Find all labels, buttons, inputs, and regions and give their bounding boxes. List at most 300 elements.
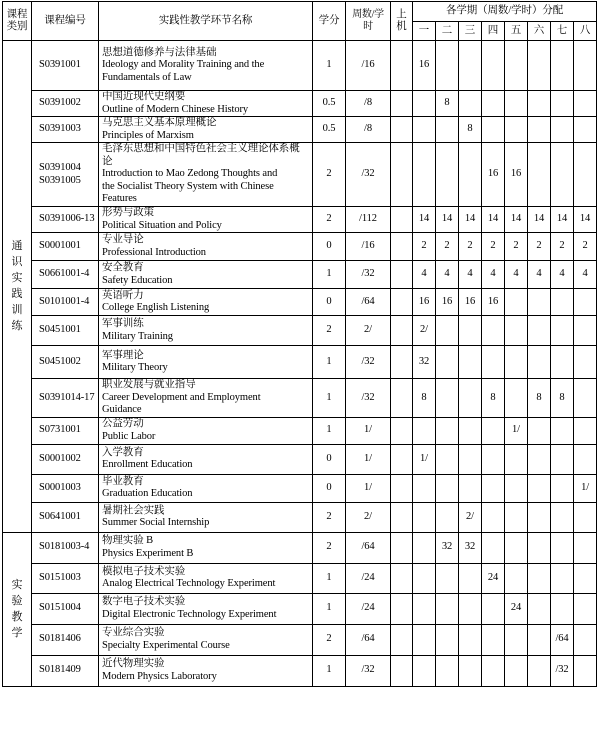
semester-cell-8: [574, 41, 597, 91]
course-credit: 0.5: [313, 117, 346, 143]
semester-cell-2: [436, 41, 459, 91]
course-code: S0181003-4: [32, 532, 99, 563]
semester-cell-3: 2: [459, 233, 482, 261]
course-name-en: the Socialist Theory System with Chinese: [102, 180, 274, 192]
semester-cell-8: [574, 316, 597, 346]
course-name-en: Analog Electrical Technology Experiment: [102, 578, 276, 589]
semester-cell-5: 1/: [505, 417, 528, 444]
semester-cell-7: 8: [551, 379, 574, 418]
course-name-cn: 公益劳动: [102, 418, 144, 429]
course-name: [99, 41, 313, 91]
course-credit: 2: [313, 532, 346, 563]
semester-cell-3: 8: [459, 117, 482, 143]
semester-cell-7: [551, 346, 574, 379]
course-name-en: Enrollment Education: [102, 459, 193, 470]
course-name-cn: 专业导论: [102, 234, 144, 245]
semester-cell-3: 14: [459, 207, 482, 233]
semester-cell-1: 4: [413, 261, 436, 289]
semester-cell-5: 14: [505, 207, 528, 233]
semester-cell-2: 16: [436, 289, 459, 316]
course-weeks-hours: /16: [346, 41, 391, 91]
table-row: [3, 563, 597, 593]
course-computer: [391, 233, 413, 261]
header-code: 课程编号: [32, 2, 99, 41]
semester-cell-6: [528, 444, 551, 474]
semester-cell-7: [551, 563, 574, 593]
semester-cell-4: [482, 117, 505, 143]
course-computer: [391, 417, 413, 444]
semester-cell-4: [482, 502, 505, 532]
semester-cell-6: 14: [528, 207, 551, 233]
course-name-en: College English Listening: [102, 302, 210, 313]
semester-cell-7: [551, 143, 574, 207]
semester-cell-2: [436, 143, 459, 207]
course-code: S0661001-4: [32, 261, 99, 289]
table-row: [3, 261, 597, 289]
semester-cell-1: [413, 532, 436, 563]
semester-cell-1: [413, 143, 436, 207]
semester-cell-4: 24: [482, 563, 505, 593]
course-weeks-hours: /24: [346, 593, 391, 624]
semester-cell-6: [528, 289, 551, 316]
course-code: S0391006-13: [32, 207, 99, 233]
semester-cell-5: 4: [505, 261, 528, 289]
course-name: [99, 117, 313, 143]
course-name: [99, 532, 313, 563]
table-row: [3, 417, 597, 444]
course-name-cn: 职业发展与就业指导: [102, 379, 196, 390]
semester-cell-2: [436, 444, 459, 474]
table-row: [3, 117, 597, 143]
course-name: [99, 593, 313, 624]
semester-cell-3: [459, 91, 482, 117]
semester-cell-8: [574, 379, 597, 418]
course-code: S0391014-17: [32, 379, 99, 418]
semester-cell-3: 2/: [459, 502, 482, 532]
semester-cell-7: [551, 532, 574, 563]
semester-cell-8: [574, 502, 597, 532]
semester-cell-4: [482, 444, 505, 474]
course-name-cn: 马克思主义基本原理概论: [102, 117, 217, 128]
course-credit: 1: [313, 593, 346, 624]
semester-cell-1: [413, 502, 436, 532]
semester-cell-4: [482, 474, 505, 502]
semester-cell-8: [574, 417, 597, 444]
table-row: [3, 474, 597, 502]
course-code: S0391001: [32, 41, 99, 91]
semester-cell-1: [413, 117, 436, 143]
semester-cell-5: [505, 346, 528, 379]
course-name-en: Safety Education: [102, 274, 173, 286]
semester-cell-6: [528, 143, 551, 207]
semester-cell-5: [505, 41, 528, 91]
semester-cell-6: [528, 563, 551, 593]
semester-cell-5: [505, 444, 528, 474]
semester-cell-1: [413, 474, 436, 502]
course-name-cn: 近代物理实验: [102, 658, 165, 669]
course-weeks-hours: /32: [346, 346, 391, 379]
course-name-cn: 军事理论: [102, 349, 144, 361]
semester-cell-1: [413, 417, 436, 444]
course-name-en: Political Situation and Policy: [102, 219, 222, 231]
table-row: [3, 624, 597, 655]
course-computer: [391, 502, 413, 532]
course-code: S0391002: [32, 91, 99, 117]
semester-cell-1: 14: [413, 207, 436, 233]
course-credit: 1: [313, 563, 346, 593]
course-credit: 0.5: [313, 91, 346, 117]
semester-cell-4: [482, 624, 505, 655]
course-name-cn: 物理实验 B: [102, 535, 154, 546]
course-weeks-hours: /8: [346, 117, 391, 143]
semester-cell-3: [459, 444, 482, 474]
course-name-en: Guidance: [102, 404, 142, 415]
semester-cell-4: 14: [482, 207, 505, 233]
course-name-en: Graduation Education: [102, 488, 193, 499]
header-semester-4: 四: [482, 22, 505, 41]
course-name: [99, 624, 313, 655]
header-category: 课程类别: [3, 2, 32, 41]
course-code: S0451002: [32, 346, 99, 379]
semester-cell-6: [528, 417, 551, 444]
semester-cell-7: [551, 91, 574, 117]
table-row: [3, 41, 597, 91]
course-name-cn: 模拟电子技术实验: [102, 565, 186, 577]
semester-cell-6: [528, 316, 551, 346]
semester-cell-1: 8: [413, 379, 436, 418]
course-credit: 2: [313, 316, 346, 346]
course-name-en: Professional Introduction: [102, 246, 206, 258]
semester-cell-5: [505, 624, 528, 655]
course-name-en: Summer Social Internship: [102, 517, 210, 528]
semester-cell-2: [436, 379, 459, 418]
course-weeks-hours: /32: [346, 261, 391, 289]
course-weeks-hours: /8: [346, 91, 391, 117]
semester-cell-3: [459, 379, 482, 418]
semester-cell-3: [459, 655, 482, 686]
semester-cell-7: [551, 593, 574, 624]
course-credit: 1: [313, 417, 346, 444]
semester-cell-2: 4: [436, 261, 459, 289]
course-code: S0391003: [32, 117, 99, 143]
course-name: [99, 261, 313, 289]
course-name: [99, 143, 313, 207]
semester-cell-6: [528, 474, 551, 502]
semester-cell-1: [413, 593, 436, 624]
semester-cell-5: [505, 379, 528, 418]
course-credit: 1: [313, 346, 346, 379]
course-name: [99, 233, 313, 261]
course-name: [99, 207, 313, 233]
semester-cell-2: 32: [436, 532, 459, 563]
course-weeks-hours: /24: [346, 563, 391, 593]
semester-cell-7: 4: [551, 261, 574, 289]
semester-cell-8: [574, 289, 597, 316]
category-label: 实验教学: [3, 532, 32, 686]
header-semester-1: 一: [413, 22, 436, 41]
course-credit: 0: [313, 289, 346, 316]
semester-cell-2: [436, 316, 459, 346]
semester-cell-3: [459, 316, 482, 346]
semester-cell-5: 16: [505, 143, 528, 207]
semester-cell-7: 2: [551, 233, 574, 261]
course-computer: [391, 532, 413, 563]
semester-cell-4: 16: [482, 289, 505, 316]
semester-cell-2: [436, 117, 459, 143]
course-weeks-hours: 1/: [346, 417, 391, 444]
semester-cell-2: [436, 474, 459, 502]
course-name-cn: 中国近现代史纲要: [102, 91, 186, 102]
semester-cell-8: [574, 444, 597, 474]
course-credit: 2: [313, 143, 346, 207]
course-credit: 1: [313, 655, 346, 686]
course-credit: 1: [313, 261, 346, 289]
semester-cell-2: 8: [436, 91, 459, 117]
semester-cell-4: [482, 346, 505, 379]
course-code: S0151003: [32, 563, 99, 593]
course-weeks-hours: /112: [346, 207, 391, 233]
course-weeks-hours: 2/: [346, 502, 391, 532]
semester-cell-4: [482, 417, 505, 444]
table-row: [3, 346, 597, 379]
semester-cell-8: [574, 346, 597, 379]
header-semester-6: 六: [528, 22, 551, 41]
course-credit: 1: [313, 379, 346, 418]
semester-cell-6: [528, 624, 551, 655]
course-name: [99, 563, 313, 593]
course-name-en: Fundamentals of Law: [102, 71, 192, 83]
course-code: S0731001: [32, 417, 99, 444]
course-code: S0181406: [32, 624, 99, 655]
header-weeks-hours: 周数/学时: [346, 2, 391, 41]
course-computer: [391, 289, 413, 316]
semester-cell-8: [574, 655, 597, 686]
course-weeks-hours: /32: [346, 655, 391, 686]
semester-cell-3: [459, 474, 482, 502]
semester-cell-1: 16: [413, 289, 436, 316]
course-name-en: Ideology and Morality Training and the: [102, 59, 265, 71]
table-row: [3, 502, 597, 532]
course-credit: 0: [313, 444, 346, 474]
semester-cell-5: [505, 316, 528, 346]
course-name: [99, 502, 313, 532]
semester-cell-6: [528, 41, 551, 91]
course-name: [99, 474, 313, 502]
semester-cell-3: [459, 624, 482, 655]
semester-cell-2: [436, 593, 459, 624]
semester-cell-8: 14: [574, 207, 597, 233]
course-computer: [391, 117, 413, 143]
course-name-cn: 毕业教育: [102, 475, 144, 487]
course-name-en: Specialty Experimental Course: [102, 639, 230, 651]
table-row: [3, 444, 597, 474]
semester-cell-1: 16: [413, 41, 436, 91]
semester-cell-7: [551, 444, 574, 474]
course-name-cn: 思想道德修养与法律基础: [102, 46, 217, 58]
semester-cell-5: [505, 532, 528, 563]
category-label: 通识实践训练: [3, 41, 32, 533]
course-name-en: Introduction to Mao Zedong Thoughts and: [102, 168, 278, 180]
header-name: 实践性教学环节名称: [99, 2, 313, 41]
course-computer: [391, 261, 413, 289]
semester-cell-5: [505, 563, 528, 593]
semester-cell-1: [413, 624, 436, 655]
table-row: [3, 289, 597, 316]
course-computer: [391, 563, 413, 593]
semester-cell-3: [459, 346, 482, 379]
semester-cell-7: /32: [551, 655, 574, 686]
semester-cell-5: [505, 502, 528, 532]
semester-cell-8: [574, 117, 597, 143]
course-computer: [391, 316, 413, 346]
semester-cell-6: [528, 117, 551, 143]
semester-cell-6: 2: [528, 233, 551, 261]
semester-cell-3: [459, 41, 482, 91]
semester-cell-1: [413, 91, 436, 117]
semester-cell-5: [505, 91, 528, 117]
semester-cell-5: [505, 474, 528, 502]
course-code: S0181409: [32, 655, 99, 686]
semester-cell-8: [574, 593, 597, 624]
header-computer: 上机: [391, 2, 413, 41]
course-name-en: Digital Electronic Technology Experiment: [102, 608, 277, 620]
semester-cell-2: [436, 346, 459, 379]
course-name-cn: 入学教育: [102, 446, 144, 458]
header-semester-5: 五: [505, 22, 528, 41]
semester-cell-1: 2: [413, 233, 436, 261]
table-row: [3, 316, 597, 346]
semester-cell-5: 24: [505, 593, 528, 624]
course-code: S0001002: [32, 444, 99, 474]
course-weeks-hours: /32: [346, 379, 391, 418]
semester-cell-3: [459, 417, 482, 444]
course-weeks-hours: /64: [346, 289, 391, 316]
course-computer: [391, 91, 413, 117]
semester-cell-1: 2/: [413, 316, 436, 346]
semester-cell-1: 32: [413, 346, 436, 379]
course-computer: [391, 624, 413, 655]
semester-cell-8: [574, 563, 597, 593]
semester-cell-1: [413, 655, 436, 686]
course-name-en: Military Training: [102, 330, 173, 342]
semester-cell-8: [574, 624, 597, 655]
course-name-en: Principles of Marxism: [102, 129, 194, 141]
semester-cell-2: [436, 624, 459, 655]
semester-cell-6: [528, 91, 551, 117]
course-name-en: Modern Physics Laboratory: [102, 670, 217, 682]
course-name-en: Features: [102, 193, 137, 205]
semester-cell-7: [551, 117, 574, 143]
table-row: [3, 233, 597, 261]
semester-cell-3: 32: [459, 532, 482, 563]
semester-cell-2: [436, 655, 459, 686]
course-name-en: Public Labor: [102, 430, 156, 442]
course-weeks-hours: /64: [346, 624, 391, 655]
course-weeks-hours: 1/: [346, 444, 391, 474]
course-computer: [391, 41, 413, 91]
semester-cell-3: 4: [459, 261, 482, 289]
semester-cell-3: [459, 563, 482, 593]
course-name-cn: 军事训练: [102, 318, 144, 329]
course-weeks-hours: /32: [346, 143, 391, 207]
course-name-cn: 数字电子技术实验: [102, 596, 186, 607]
semester-cell-6: [528, 655, 551, 686]
course-name: [99, 346, 313, 379]
course-computer: [391, 379, 413, 418]
course-name-cn: 形势与政策: [102, 207, 154, 218]
semester-cell-7: [551, 41, 574, 91]
course-name: [99, 655, 313, 686]
header-credit: 学分: [313, 2, 346, 41]
header-semester-2: 二: [436, 22, 459, 41]
course-name-cn: 安全教育: [102, 262, 144, 273]
course-name: [99, 444, 313, 474]
course-computer: [391, 207, 413, 233]
course-credit: 0: [313, 474, 346, 502]
header-semester-7: 七: [551, 22, 574, 41]
table-row: [3, 143, 597, 207]
semester-cell-2: [436, 563, 459, 593]
semester-cell-8: [574, 143, 597, 207]
semester-cell-3: [459, 143, 482, 207]
course-name-cn: 英语听力: [102, 289, 144, 301]
course-code: S0641001: [32, 502, 99, 532]
course-code: S0001001: [32, 233, 99, 261]
table-row: [3, 532, 597, 563]
course-credit: 2: [313, 624, 346, 655]
semester-cell-6: [528, 593, 551, 624]
semester-cell-4: 4: [482, 261, 505, 289]
semester-cell-8: [574, 532, 597, 563]
course-name: [99, 379, 313, 418]
course-computer: [391, 474, 413, 502]
semester-cell-4: 2: [482, 233, 505, 261]
semester-cell-2: [436, 502, 459, 532]
table-row: [3, 655, 597, 686]
table-row: [3, 91, 597, 117]
course-code: S0391004 S0391005: [32, 143, 99, 207]
semester-cell-2: [436, 417, 459, 444]
course-weeks-hours: /64: [346, 532, 391, 563]
semester-cell-5: 2: [505, 233, 528, 261]
semester-cell-4: [482, 532, 505, 563]
header-semester-8: 八: [574, 22, 597, 41]
course-credit: 2: [313, 207, 346, 233]
course-credit: 1: [313, 41, 346, 91]
course-name: [99, 91, 313, 117]
semester-cell-4: [482, 91, 505, 117]
semester-cell-7: [551, 502, 574, 532]
course-name-en: Outline of Modern Chinese History: [102, 103, 249, 115]
semester-cell-7: /64: [551, 624, 574, 655]
course-code: S0101001-4: [32, 289, 99, 316]
semester-cell-4: 16: [482, 143, 505, 207]
semester-cell-4: [482, 316, 505, 346]
course-name-cn: 专业综合实验: [102, 627, 165, 638]
semester-cell-7: [551, 316, 574, 346]
course-name: [99, 316, 313, 346]
course-weeks-hours: 1/: [346, 474, 391, 502]
course-computer: [391, 655, 413, 686]
header-semester-group: 各学期（周数/学时）分配: [413, 2, 597, 22]
semester-cell-8: 1/: [574, 474, 597, 502]
table-row: [3, 207, 597, 233]
semester-cell-4: [482, 655, 505, 686]
semester-cell-5: [505, 289, 528, 316]
semester-cell-6: 4: [528, 261, 551, 289]
semester-cell-7: 14: [551, 207, 574, 233]
semester-cell-7: [551, 289, 574, 316]
